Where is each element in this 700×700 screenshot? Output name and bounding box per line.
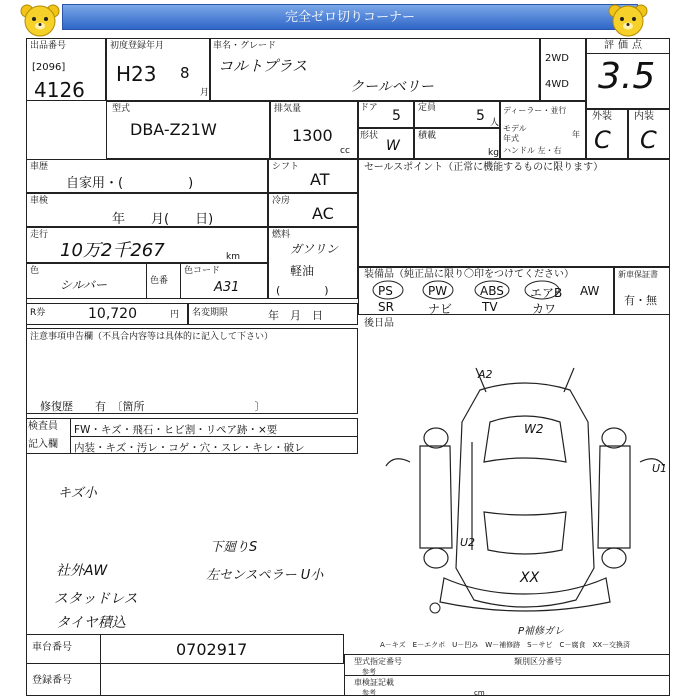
doors-label: ドア <box>360 103 378 113</box>
cert-label: 車検証記載 <box>354 678 394 687</box>
notes-repair: 修復歴 有 〔箇所 〕 <box>40 400 266 413</box>
cert-ref: 参考 <box>362 689 376 697</box>
color-code-label: 色番 <box>150 276 169 286</box>
sales-label: セールスポイント（正常に機能するものに限ります） <box>364 162 604 173</box>
equip-navi: ナビ <box>428 302 453 316</box>
cap-value: 5 <box>476 108 485 124</box>
drive-box <box>540 38 586 101</box>
shift-label: シフト <box>272 162 300 172</box>
drive-4wd: 4WD <box>545 79 569 90</box>
equip-ps: PS <box>378 284 393 298</box>
car-name: コルトプラス <box>218 57 308 75</box>
score-ext-label: 外装 <box>592 111 612 122</box>
equip-abs: ABS <box>480 284 504 298</box>
tax-value: 年 月 日 <box>268 309 323 322</box>
color-label: 色 <box>30 266 40 276</box>
note-tires-loaded: タイヤ積込 <box>56 615 126 631</box>
notes-label: 注意事項申告欄（不具合内容等は具体的に記入して下さい） <box>30 332 274 342</box>
color-code-value: A31 <box>214 280 240 295</box>
ac-label: 冷房 <box>272 196 291 206</box>
inspector-label1: 検査員 <box>28 421 58 432</box>
plate-label: 登録番号 <box>32 675 72 686</box>
mileage-unit: km <box>226 252 240 262</box>
damage-legend: A－キズ E－エクボ U－凹み W－補修跡 S－サビ C－腐食 XX－交換済 <box>380 641 631 649</box>
shift-value: AT <box>310 170 330 189</box>
color-value: シルバー <box>60 278 107 292</box>
car-label: 車名・グレード <box>213 41 277 51</box>
reg-month: 8 <box>180 64 190 82</box>
cap-unit: 人 <box>490 118 500 128</box>
disp-unit: cc <box>340 146 350 156</box>
shape-value: W <box>386 138 400 154</box>
fuel-label: 燃料 <box>272 230 291 240</box>
fuel-gas: ガソリン <box>290 242 339 256</box>
ac-value: AC <box>312 204 334 223</box>
inspect-label: 車検 <box>30 196 49 206</box>
equip-aw: AW <box>580 284 600 298</box>
dealer-model-year: モデル年式 <box>503 124 527 143</box>
equip-airbag: エアB <box>530 286 563 300</box>
score-ext: C <box>594 126 611 154</box>
fuel-diesel: 軽油 <box>290 264 315 278</box>
history-label: 車歴 <box>30 162 49 172</box>
score-int: C <box>640 126 657 154</box>
mileage-value: 10万2千267 <box>60 240 165 261</box>
diag-a2: A2 <box>478 368 493 381</box>
chassis-label: 車台番号 <box>32 642 72 653</box>
lot-label: 出品番号 <box>30 41 67 51</box>
bear-mascot-icon <box>606 2 650 38</box>
history-value: 自家用・( ) <box>66 176 194 191</box>
dealer-label: ディーラー・並行 <box>503 106 567 115</box>
diag-xx: XX <box>520 570 540 586</box>
reg-month-unit: 月 <box>200 88 210 98</box>
diag-p-repair: P補修ガレ <box>518 626 565 637</box>
cm-unit: cm <box>474 689 485 697</box>
note-left-sensor: 左センスペラー U小 <box>206 568 324 583</box>
classify-label: 類別区分番号 <box>514 657 562 666</box>
color-code2-label: 色コード <box>184 266 221 276</box>
diag-u2: U2 <box>460 536 476 549</box>
warranty-value: 有・無 <box>624 294 657 307</box>
recycle-value: 10,720 <box>88 306 137 322</box>
bear-mascot-icon <box>18 2 62 38</box>
disp-value: 1300 <box>292 126 333 145</box>
reg-year: H23 <box>116 62 157 86</box>
load-unit: kg <box>488 148 499 158</box>
score-value: 3.5 <box>598 56 656 97</box>
mileage-label: 走行 <box>30 230 49 240</box>
note-underbody: 下廻りS <box>210 540 258 555</box>
designated-label: 型式指定番号 <box>354 657 402 666</box>
equipment-circles-icon <box>370 278 610 302</box>
dealer-handle: ハンドル 左・右 <box>503 146 562 155</box>
car-grade: クールベリー <box>350 79 434 95</box>
score-label: 評価点 <box>604 40 646 51</box>
warranty-label: 新車保証書 <box>618 270 658 279</box>
tax-label: 名変期限 <box>192 308 229 318</box>
note-studless: スタッドレス <box>54 591 138 607</box>
disp-label: 排気量 <box>274 104 302 114</box>
inspect-value: 年 月( 日) <box>112 212 214 227</box>
lot-sub: [2096] <box>32 62 66 73</box>
recycle-label: R券 <box>30 308 46 318</box>
shape-label: 形状 <box>360 131 379 141</box>
score-int-label: 内装 <box>634 111 654 122</box>
designated-ref: 参考 <box>362 668 376 676</box>
cap-label: 定員 <box>418 103 437 113</box>
load-label: 積載 <box>418 131 437 141</box>
model-value: DBA-Z21W <box>130 120 217 139</box>
diag-u1: U1 <box>652 462 668 475</box>
chassis-value: 0702917 <box>176 640 248 659</box>
drive-2wd: 2WD <box>545 53 569 64</box>
inspector-row2: 内装・キズ・汚レ・コゲ・穴・スレ・キレ・破レ <box>74 442 305 454</box>
fuel-other: ( ) <box>276 284 329 297</box>
sales-box <box>358 159 670 267</box>
note-aftermarket-wheels: 社外AW <box>56 563 108 579</box>
dealer-year-unit: 年 <box>572 130 580 139</box>
lot-number: 4126 <box>34 78 85 102</box>
equip-leather: カワ <box>532 302 557 316</box>
doors-value: 5 <box>392 108 401 124</box>
reg-label: 初度登録年月 <box>110 41 165 51</box>
inspector-row1: FW・キズ・飛石・ヒビ割・リペア跡・×要 <box>74 424 278 436</box>
model-label: 型式 <box>112 104 131 114</box>
recycle-unit: 円 <box>170 310 180 320</box>
car-diagram <box>380 362 670 628</box>
equip-pw: PW <box>428 284 448 298</box>
equip-sr: SR <box>378 300 394 314</box>
note-scratch-small: キズ小 <box>58 486 97 501</box>
inspector-label2: 記入欄 <box>28 439 58 450</box>
equipment-label: 装備品（純正品に限り〇印をつけてください） <box>364 269 574 280</box>
rear-seat-label: 後日品 <box>364 318 394 329</box>
page-title: 完全ゼロ切りコーナー <box>62 4 638 30</box>
diag-w2: W2 <box>524 422 544 436</box>
equip-tv: TV <box>482 300 498 314</box>
